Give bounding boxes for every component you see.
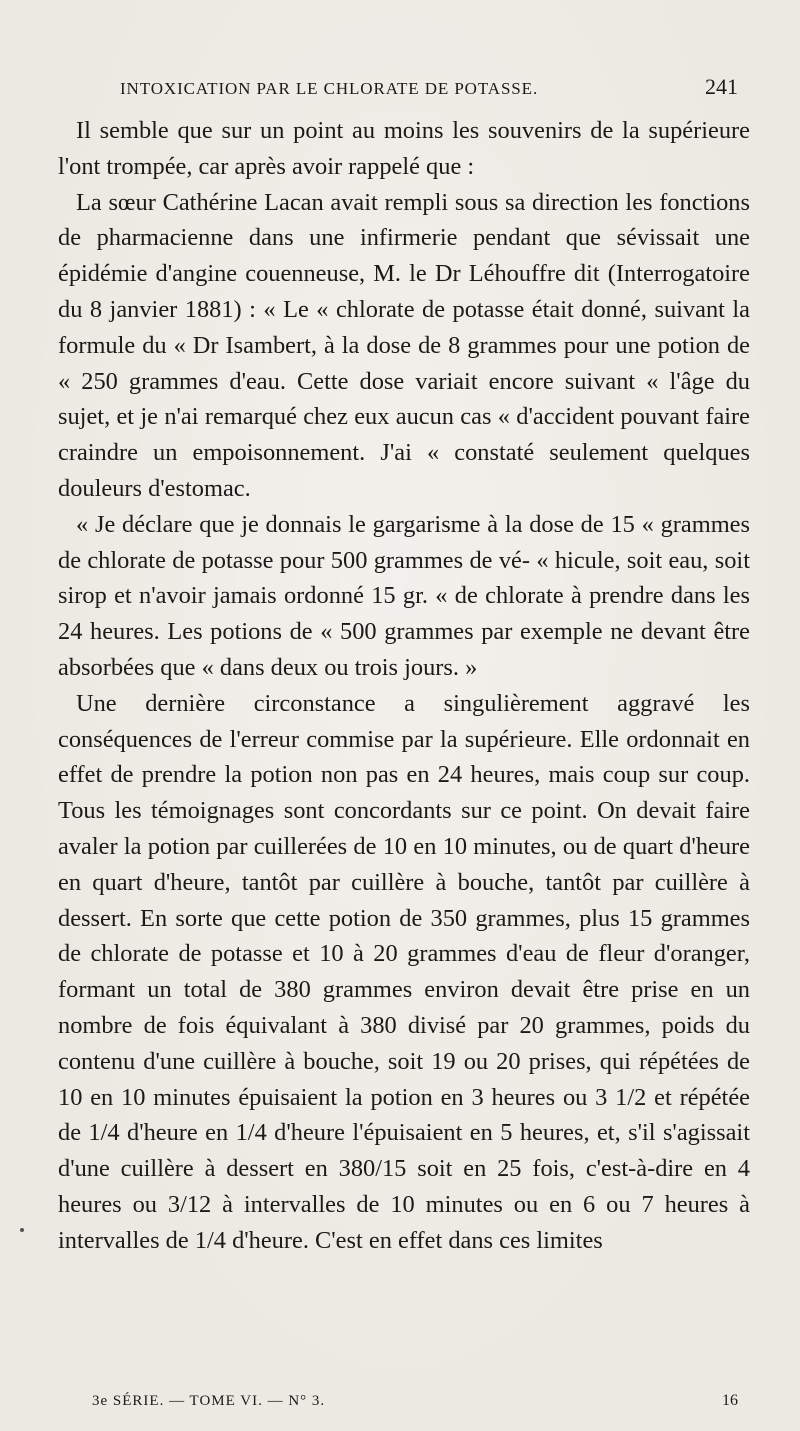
page-number: 241 <box>705 74 738 99</box>
page-footer <box>92 1392 738 1410</box>
paragraph-2: La sœur Cathérine Lacan avait rempli sous sa direction les fonctions de pharmacienne dans une infirmerie pendant que sévissait une épidémie d'angine couenneuse, M. le Dr Léhouffre dit (Interrogatoire du 8 janvier 1881) : « Le « chlorate de potasse était donné, suivant la formule du « Dr Isambert, à la dose de 8 grammes pour une potion de « 250 grammes d'eau. Cette dose variait encore suivant « l'âge du sujet, et je n'ai remarqué chez eux aucun cas « d'accident pouvant faire craindre un empoisonnement. J'ai « constaté seulement quelques douleurs d'estomac. <box>58 188 750 502</box>
page-header <box>120 74 738 104</box>
signature-mark: 3e SÉRIE. — TOME VI. — N° 3. <box>92 1393 326 1409</box>
signature-number: 16 <box>722 1392 738 1409</box>
body-text <box>58 113 750 1259</box>
paragraph-3: « Je déclare que je donnais le gargarisme à la dose de 15 « grammes de chlorate de potasse pour 500 grammes de vé- « hicule, soit eau, soit sirop et n'avoir jamais ordonné 15 gr. « de chlorate à prendre dans les 24 heures. Les potions de « 500 grammes par exemple ne devant être absorbées que « dans deux ou trois jours. » <box>58 510 750 681</box>
paragraph-4: Une dernière circonstance a singulièrement aggravé les conséquences de l'erreur commise par la supérieure. Elle ordonnait en effet de prendre la potion non pas en 24 heures, mais coup sur coup. Tous les témoignages sont concordants sur ce point. On devait faire avaler la potion par cuillerées de 10 en 10 minutes, ou de quart d'heure en quart d'heure, tantôt par cuillère à bouche, tantôt par cuillère à dessert. En sorte que cette potion de 350 grammes, plus 15 grammes de chlorate de potasse et 10 à 20 grammes d'eau de fleur d'oranger, formant un total de 380 grammes environ devait être prise en un nombre de fois équivalant à 380 divisé par 20 grammes, poids du contenu d'une cuillère à bouche, soit 19 ou 20 prises, qui répétées de 10 en 10 minutes épuisaient la potion en 3 heures ou 3 1/2 et répétée de 1/4 d'heure en 1/4 d'heure l'épuisaient en 5 heures, et, s'il s'agissait d'une cuillère à dessert en 380/15 soit en 25 fois, c'est-à-dire en 4 heures ou 3/12 à intervalles de 10 minutes ou en 6 ou 7 heures à intervalles de 1/4 d'heure. C'est en effet dans ces limites <box>58 689 750 1254</box>
running-head: INTOXICATION PAR LE CHLORATE DE POTASSE. <box>120 79 539 98</box>
ink-speck <box>20 1228 24 1232</box>
paragraph-1: Il semble que sur un point au moins les souvenirs de la supérieure l'ont trompée, car après avoir rappelé que : <box>58 117 750 180</box>
